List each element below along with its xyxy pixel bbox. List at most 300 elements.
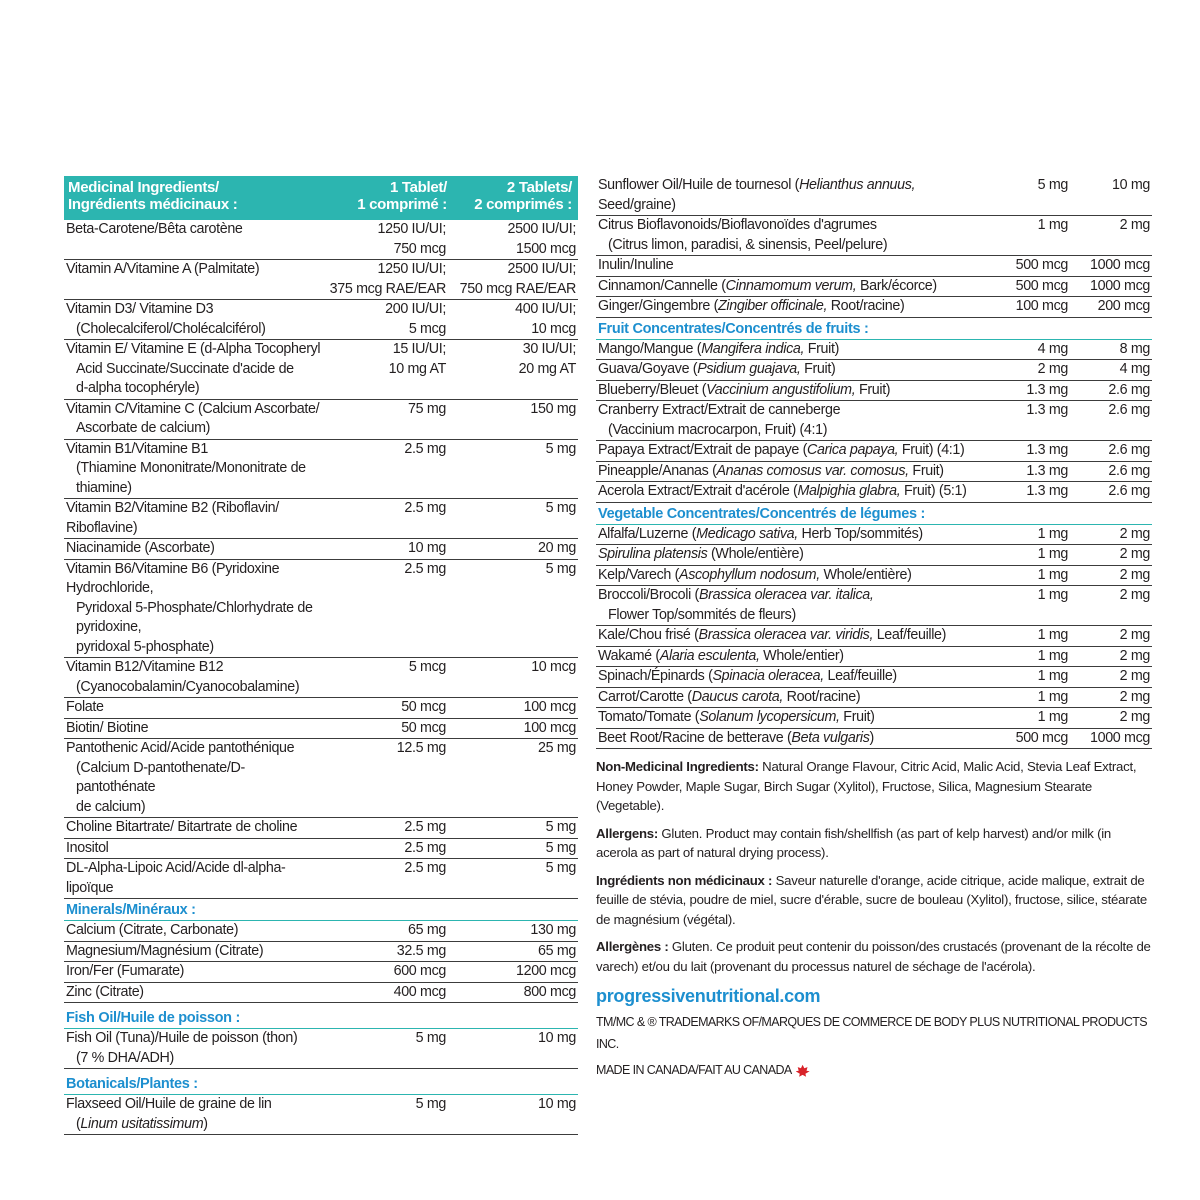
amount-1-tablet: 1 mg — [996, 525, 1070, 545]
amount-2-tablets: 2 mg — [1070, 586, 1152, 626]
amount-2-tablets: 2 mg — [1070, 565, 1152, 586]
allergens-label: Allergens: — [596, 825, 658, 841]
table-row — [64, 300, 578, 340]
nonmed-fr-text: Saveur naturelle d'orange, acide citrique, acide malique, extrait de feuille de stévia, poudre de miel, sucre d'érable, sucre de bouleau (Xylitol), fructose, silice, stéarate de magnésium (végétal). — [596, 872, 1147, 927]
ingredient-part: ) — [869, 729, 874, 746]
amount-2-line1: 30 IU/UI; — [522, 341, 576, 357]
non-medicinal-ingredients — [596, 757, 1152, 816]
table-row — [596, 565, 1152, 586]
amount-2-tablets: 2 mg — [1070, 646, 1152, 667]
flaxseed-latin-line: (Linum usitatissimum) — [76, 1115, 208, 1132]
flaxseed-name: Flaxseed Oil/Huile de graine de lin — [66, 1096, 272, 1112]
ingredient-name: Kelp/Varech ( — [598, 566, 680, 583]
ingredient-name: Beta-Carotene/Bêta carotène — [66, 221, 243, 237]
amount-2-tablets: 130 mg — [448, 921, 578, 941]
ingredient-name-line — [598, 587, 874, 603]
amount-2-tablets: 2 mg — [1070, 525, 1152, 545]
ingredient-name-line2: (Thiamine Mononitrate/Mononitrate de thiamine) — [76, 460, 306, 496]
latin-name: Ascophyllum nodosum, — [679, 566, 820, 583]
table-row — [596, 646, 1152, 667]
table-row — [64, 718, 578, 739]
amount-2-tablets: 1000 mcg — [1070, 728, 1152, 749]
ingredient-name: Vitamin D3/ Vitamine D3 — [66, 301, 214, 317]
ingredient-name-cell — [596, 626, 996, 647]
ingredient-name-line — [598, 341, 839, 357]
medicinal-ingredients-left-column — [64, 176, 578, 1135]
table-row — [596, 401, 1152, 441]
amount-2-line2: 750 mcg RAE/EAR — [459, 280, 576, 297]
ingredient-name-line2: (Cyanocobalamin/Cyanocobalamine) — [76, 678, 300, 695]
ingredient-name: Pantothenic Acid/Acide pantothénique — [66, 740, 295, 756]
fish-oil-1-tablet: 5 mg — [326, 1029, 448, 1069]
amount-1-tablet: 500 mcg — [996, 276, 1070, 297]
amount-1-tablet: 32.5 mg — [326, 941, 448, 962]
amount-1-tablet: 400 mcg — [326, 982, 448, 1003]
ingredient-name-line — [598, 709, 875, 725]
amount-2-line1: 5 mg — [545, 819, 576, 835]
amount-1-line1: 10 mg — [408, 540, 446, 556]
nonmed-fr-label: Ingrédients non médicinaux : — [596, 872, 773, 888]
amount-1-tablet: 1 mg — [996, 216, 1070, 256]
ingredient-name: Broccoli/Brocoli ( — [598, 587, 699, 603]
ingredient-name: Niacinamide (Ascorbate) — [66, 540, 215, 556]
table-row — [596, 216, 1152, 256]
amount-1-tablet: 1 mg — [996, 565, 1070, 586]
ingredient-name-line2: (Cholecalciferol/Cholécalciférol) — [76, 320, 266, 337]
amount-2-line1: 2500 IU/UI; — [507, 221, 576, 237]
header-col2: 1 Tablet/ — [389, 179, 447, 196]
table-row — [64, 859, 578, 899]
latin-name: Ananas comosus var. comosus, — [716, 462, 909, 479]
ingredient-name-cell — [64, 698, 326, 719]
table-row — [64, 559, 578, 658]
amount-1-tablet: 1 mg — [996, 545, 1070, 566]
table-row — [596, 441, 1152, 462]
allergens — [596, 824, 1152, 863]
table-row — [596, 360, 1152, 381]
amount-2-line1: 10 mcg — [531, 659, 576, 675]
ingredient-name-cell — [596, 525, 996, 545]
ingredient-name-cell — [64, 818, 326, 839]
ingredient-name: Vitamin B12/Vitamine B12 — [66, 659, 224, 675]
ingredient-name-line — [598, 361, 835, 377]
ingredient-name: Vitamin B2/Vitamine B2 (Riboflavin/ Riboflavine) — [66, 500, 279, 536]
amount-2-line1: 5 mg — [545, 560, 576, 577]
ingredient-name-cell — [596, 216, 996, 256]
ingredient-name: Kale/Chou frisé ( — [598, 627, 699, 643]
table-row — [64, 941, 578, 962]
amount-1-tablet — [326, 818, 448, 839]
table-row — [596, 340, 1152, 360]
latin-name: Medicago sativa, — [696, 525, 798, 542]
ingredient-name-line2: (Vaccinium macrocarpon, Fruit) (4:1) — [608, 421, 828, 438]
amount-2-tablets: 65 mg — [448, 941, 578, 962]
amount-2-line1: 5 mg — [545, 839, 576, 856]
header-col3: 2 Tablets/ — [506, 179, 572, 196]
ingredient-name-line3: d-alpha tocophéryle) — [76, 380, 200, 396]
ingredient-name-cell — [64, 300, 326, 340]
ingredient-name-line — [598, 402, 840, 418]
vitamins-table — [64, 220, 578, 899]
ingredient-name-cell — [64, 220, 326, 260]
ingredient-part: (Whole/entière) — [707, 546, 804, 562]
ingredient-name: Wakamé ( — [598, 647, 660, 664]
botanicals-table — [64, 1095, 578, 1135]
table-row — [596, 176, 1152, 216]
amount-1-tablet: 1.3 mg — [996, 482, 1070, 503]
allergens-fr — [596, 937, 1152, 976]
amount-2-tablets — [448, 300, 578, 340]
amount-1-tablet — [326, 439, 448, 499]
amount-1-line1: 2.5 mg — [404, 440, 446, 457]
ingredient-name-cell — [64, 399, 326, 439]
table-row — [596, 297, 1152, 318]
ingredient-name-cell — [596, 256, 996, 277]
table-row — [596, 586, 1152, 626]
ingredient-name: Spinach/Épinards ( — [598, 668, 713, 684]
ingredient-name: Sunflower Oil/Huile de tournesol ( — [598, 177, 800, 193]
amount-2-line1: 100 mcg — [523, 699, 576, 715]
amount-2-tablets — [448, 859, 578, 899]
latin-name: Vaccinium angustifolium, — [706, 381, 856, 398]
latin-name: Brassica oleracea var. italica, — [698, 587, 874, 603]
fruit-table — [596, 340, 1152, 503]
ingredient-name-line2: Pyridoxal 5-Phosphate/Chlorhydrate de pyridoxine, — [76, 599, 313, 635]
amount-2-tablets: 8 mg — [1070, 340, 1152, 360]
flaxseed-1-tablet: 5 mg — [326, 1095, 448, 1135]
ingredient-name: Pineapple/Ananas ( — [598, 462, 717, 479]
amount-1-tablet: 1 mg — [996, 626, 1070, 647]
ingredient-name-cell — [64, 539, 326, 560]
table-row — [596, 482, 1152, 503]
table-row — [64, 982, 578, 1003]
amount-2-line1: 400 IU/UI; — [515, 301, 576, 317]
latin-name: Zingiber officinale, — [718, 298, 828, 314]
ingredient-name-line — [598, 442, 964, 458]
table-row — [64, 739, 578, 818]
maple-leaf-icon — [796, 1065, 810, 1077]
ingredient-name-line2: Acid Succinate/Succinate d'acide de — [76, 360, 294, 377]
ingredient-name-line2: (Citrus limon, paradisi, & sinensis, Peel/pelure) — [608, 236, 888, 253]
amount-2-tablets — [448, 539, 578, 560]
ingredient-name: Vitamin C/Vitamine C (Calcium Ascorbate/ — [66, 400, 320, 417]
amount-2-tablets: 1200 mcg — [448, 962, 578, 983]
amount-1-line1: 75 mg — [408, 400, 446, 417]
ingredient-part: Herb Top/sommités) — [797, 525, 923, 542]
ingredient-name-cell — [596, 565, 996, 586]
ingredient-name-line2: Flower Top/sommités de fleurs) — [608, 606, 796, 623]
ingredient-name-cell — [64, 718, 326, 739]
table-row — [596, 708, 1152, 729]
ingredient-name-cell — [596, 380, 996, 401]
ingredient-name: Guava/Goyave ( — [598, 361, 698, 377]
ingredient-name-line — [598, 648, 844, 664]
table-row — [596, 626, 1152, 647]
ingredient-name: Biotin/ Biotine — [66, 719, 149, 736]
ingredient-name-line — [598, 526, 923, 542]
amount-1-tablet — [326, 838, 448, 859]
ingredient-name-cell — [64, 658, 326, 698]
amount-2-tablets — [448, 818, 578, 839]
ingredient-name-cell — [596, 401, 996, 441]
ingredient-part: Fruit) (4:1) — [898, 442, 965, 458]
amount-1-tablet: 1.3 mg — [996, 380, 1070, 401]
amount-1-tablet: 2 mg — [996, 360, 1070, 381]
ingredient-name-cell — [596, 360, 996, 381]
ingredient-name-line — [598, 257, 673, 273]
ingredient-name-line — [598, 278, 937, 294]
amount-1-tablet — [326, 739, 448, 818]
amount-2-tablets: 2 mg — [1070, 687, 1152, 708]
table-row — [64, 921, 578, 941]
ingredient-part: Leaf/feuille) — [873, 627, 947, 643]
amount-2-tablets — [448, 559, 578, 658]
amount-1-line1: 200 IU/UI; — [385, 301, 446, 317]
table-row — [64, 698, 578, 719]
latin-name: Beta vulgaris — [791, 729, 870, 746]
ingredient-name-cell — [596, 646, 996, 667]
amount-2-tablets: 2 mg — [1070, 708, 1152, 729]
amount-2-tablets — [448, 220, 578, 260]
latin-name: Carica papaya, — [807, 442, 899, 458]
ingredient-name: Vitamin A/Vitamine A (Palmitate) — [66, 261, 260, 277]
mineral-name: Zinc (Citrate) — [64, 982, 326, 1003]
table-row — [596, 687, 1152, 708]
allergens-fr-label: Allergènes : — [596, 939, 669, 954]
ingredient-name-line — [598, 382, 890, 398]
ingredient-part: Fruit) — [800, 361, 836, 377]
amount-2-tablets — [448, 698, 578, 719]
fish-oil-2-tablets: 10 mg — [448, 1029, 578, 1069]
amount-1-tablet — [326, 260, 448, 300]
ingredient-name-cell — [64, 340, 326, 400]
amount-1-tablet — [326, 658, 448, 698]
amount-1-line1: 5 mcg — [408, 659, 446, 675]
ingredient-name: Inulin/Inuline — [598, 257, 674, 273]
ingredient-name: DL-Alpha-Lipoic Acid/Acide dl-alpha-lipoïque — [66, 860, 286, 896]
latin-name: Brassica oleracea var. viridis, — [698, 627, 874, 643]
table-row — [596, 276, 1152, 297]
ingredient-name-line — [598, 483, 967, 499]
ingredient-name-cell — [64, 260, 326, 300]
latin-name: Alaria esculenta, — [659, 647, 760, 664]
ingredient-name-line — [598, 730, 874, 746]
ingredient-name: Ginger/Gingembre ( — [598, 298, 719, 314]
ingredient-part: Leaf/feuille) — [823, 668, 897, 684]
right-column — [596, 176, 1152, 1081]
amount-1-tablet — [326, 859, 448, 899]
ingredient-name: Carrot/Carotte ( — [598, 688, 692, 705]
fish-oil-name: Fish Oil (Tuna)/Huile de poisson (thon) — [66, 1030, 298, 1046]
ingredient-name: Vitamin B6/Vitamine B6 (Pyridoxine Hydrochloride, — [66, 560, 280, 596]
amount-1-tablet — [326, 718, 448, 739]
ingredient-name: Citrus Bioflavonoids/Bioflavonoïdes d'agrumes — [598, 217, 877, 233]
ingredients-table-header — [64, 176, 578, 220]
table-row — [64, 499, 578, 539]
ingredient-name-line — [598, 546, 804, 562]
botanicals-heading: Botanicals/Plantes : — [64, 1073, 578, 1095]
amount-1-tablet: 100 mcg — [996, 297, 1070, 318]
ingredient-name-line — [598, 689, 860, 705]
ingredient-name: Mango/Mangue ( — [598, 340, 702, 357]
amount-2-tablets: 1000 mcg — [1070, 276, 1152, 297]
ingredient-name-line — [598, 627, 946, 643]
table-row — [64, 220, 578, 260]
amount-2-line1: 25 mg — [538, 740, 576, 756]
non-medicinal-ingredients-fr — [596, 871, 1152, 930]
amount-2-tablets: 4 mg — [1070, 360, 1152, 381]
table-row — [64, 1095, 578, 1135]
amount-2-tablets: 2 mg — [1070, 667, 1152, 688]
amount-1-line2: 375 mcg RAE/EAR — [329, 280, 446, 297]
header-col2b: 1 comprimé : — [357, 196, 447, 213]
nonmed-label: Non-Medicinal Ingredients: — [596, 759, 759, 774]
amount-1-line1: 50 mcg — [401, 719, 446, 736]
amount-1-tablet: 4 mg — [996, 340, 1070, 360]
amount-2-line1: 2500 IU/UI; — [507, 261, 576, 277]
ingredient-part: Whole/entière) — [819, 566, 912, 583]
amount-1-tablet: 600 mcg — [326, 962, 448, 983]
amount-2-tablets: 2.6 mg — [1070, 482, 1152, 503]
ingredient-name-line — [598, 177, 915, 213]
ingredient-name: Beet Root/Racine de betterave ( — [598, 729, 792, 746]
amount-1-tablet: 1.3 mg — [996, 401, 1070, 441]
table-row — [64, 399, 578, 439]
table-row — [64, 818, 578, 839]
ingredient-name: Cinnamon/Cannelle ( — [598, 277, 726, 294]
ingredient-part: Fruit) — [908, 462, 944, 479]
ingredient-name-cell — [64, 499, 326, 539]
header-1-tablet — [322, 179, 447, 220]
amount-1-tablet — [326, 539, 448, 560]
amount-2-tablets — [448, 340, 578, 400]
ingredient-name-cell — [596, 441, 996, 462]
made-in-text: MADE IN CANADA/FAIT AU CANADA — [596, 1063, 792, 1077]
botanicals-continued-table — [596, 176, 1152, 318]
ingredient-name-cell — [596, 728, 996, 749]
amount-1-line2: 5 mcg — [408, 320, 446, 337]
amount-1-line1: 15 IU/UI; — [392, 341, 446, 357]
ingredient-part: Seed/graine) — [598, 196, 676, 213]
amount-2-tablets — [448, 439, 578, 499]
latin-name: Cinnamomum verum, — [725, 277, 857, 294]
ingredient-name-cell — [64, 739, 326, 818]
amount-2-tablets: 10 mg — [1070, 176, 1152, 216]
ingredient-part: Bark/écorce) — [856, 277, 937, 294]
table-row — [64, 962, 578, 983]
amount-1-line1: 2.5 mg — [404, 560, 446, 577]
flaxseed-name-cell — [64, 1095, 326, 1135]
fruit-heading: Fruit Concentrates/Concentrés de fruits : — [596, 318, 1152, 340]
ingredient-name-cell — [596, 586, 996, 626]
table-row — [64, 260, 578, 300]
flaxseed-2-tablets: 10 mg — [448, 1095, 578, 1135]
ingredient-name: Inositol — [66, 839, 109, 856]
amount-1-line1: 50 mcg — [401, 699, 446, 715]
ingredient-name-cell — [596, 461, 996, 482]
amount-1-tablet — [326, 340, 448, 400]
vegetable-table — [596, 525, 1152, 750]
latin-name: Mangifera indica, — [701, 340, 805, 357]
amount-2-tablets: 2.6 mg — [1070, 441, 1152, 462]
amount-1-tablet: 5 mg — [996, 176, 1070, 216]
amount-1-tablet: 1.3 mg — [996, 441, 1070, 462]
ingredient-name-cell — [596, 545, 996, 566]
ingredient-name: Acerola Extract/Extrait d'acérole ( — [598, 483, 798, 499]
amount-2-tablets: 2 mg — [1070, 545, 1152, 566]
amount-1-tablet: 500 mcg — [996, 728, 1070, 749]
fish-oil-heading: Fish Oil/Huile de poisson : — [64, 1007, 578, 1029]
table-row — [596, 728, 1152, 749]
ingredient-name-line — [598, 567, 912, 583]
ingredient-name: Alfalfa/Luzerne ( — [598, 525, 697, 542]
latin-name: Malpighia glabra, — [797, 483, 901, 499]
ingredient-name-cell — [596, 687, 996, 708]
ingredient-name-cell — [64, 859, 326, 899]
ingredient-name: Tomato/Tomate ( — [598, 709, 700, 725]
amount-2-tablets: 2.6 mg — [1070, 401, 1152, 441]
latin-name: Spirulina platensis — [598, 546, 708, 562]
latin-name: Spinacia oleracea, — [712, 668, 824, 684]
ingredient-name-cell — [596, 667, 996, 688]
amount-1-line1: 12.5 mg — [396, 740, 446, 756]
amount-2-tablets: 800 mcg — [448, 982, 578, 1003]
amount-1-line1: 1250 IU/UI; — [377, 261, 446, 277]
amount-2-tablets: 2 mg — [1070, 216, 1152, 256]
table-row — [64, 658, 578, 698]
table-row — [596, 256, 1152, 277]
amount-2-tablets — [448, 739, 578, 818]
ingredient-name-cell — [596, 708, 996, 729]
ingredient-name: Cranberry Extract/Extrait de canneberge — [598, 402, 841, 418]
amount-1-line1: 2.5 mg — [404, 819, 446, 835]
latin-name: Psidium guajava, — [697, 361, 801, 377]
header-2-tablets — [447, 179, 574, 220]
ingredient-part: Root/racine) — [782, 688, 861, 705]
ingredient-name-cell — [64, 838, 326, 859]
amount-2-line2: 1500 mcg — [516, 240, 576, 257]
amount-1-line2: 750 mcg — [393, 240, 446, 257]
ingredient-name: Vitamin B1/Vitamine B1 — [66, 440, 208, 457]
ingredient-name: Choline Bitartrate/ Bitartrate de choline — [66, 819, 298, 835]
fish-oil-table — [64, 1029, 578, 1069]
vegetable-heading: Vegetable Concentrates/Concentrés de légumes : — [596, 503, 1152, 525]
amount-2-tablets — [448, 718, 578, 739]
amount-1-tablet — [326, 499, 448, 539]
mineral-name: Magnesium/Magnésium (Citrate) — [64, 941, 326, 962]
header-col1b: Ingrédients médicinaux : — [68, 196, 238, 213]
amount-2-line1: 150 mg — [530, 400, 576, 417]
ingredient-part: Fruit) — [804, 340, 840, 357]
fish-oil-name-cell — [64, 1029, 326, 1069]
amount-1-tablet: 1 mg — [996, 687, 1070, 708]
ingredient-name: Vitamin E/ Vitamine E (d-Alpha Tocopheryl — [66, 341, 321, 357]
amount-2-line1: 5 mg — [545, 860, 576, 876]
amount-1-tablet — [326, 220, 448, 260]
table-row — [64, 1029, 578, 1069]
ingredient-name-cell — [596, 176, 996, 216]
ingredient-part: Fruit) — [855, 381, 891, 398]
amount-1-line1: 1250 IU/UI; — [377, 221, 446, 237]
table-row — [64, 539, 578, 560]
amount-2-line2: 10 mcg — [531, 320, 576, 337]
table-row — [64, 838, 578, 859]
amount-2-tablets — [448, 838, 578, 859]
ingredient-name-line — [598, 463, 944, 479]
flaxseed-latin: Linum usitatissimum — [80, 1115, 204, 1132]
amount-2-tablets — [448, 399, 578, 439]
ingredient-name: Folate — [66, 699, 104, 715]
